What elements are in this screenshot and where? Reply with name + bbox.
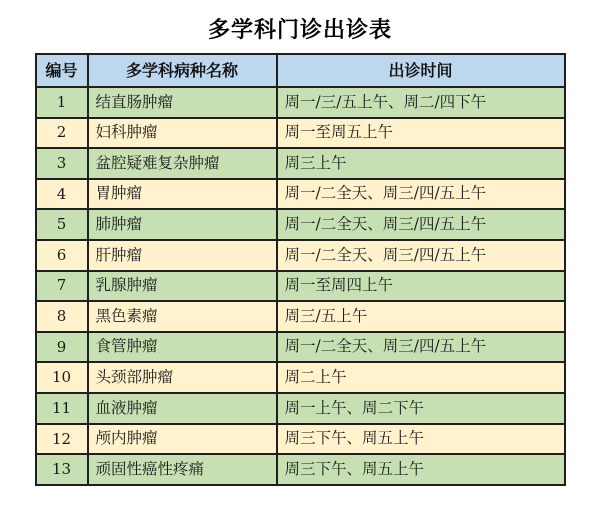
table-row xyxy=(36,179,565,210)
row-number-cell: 12 xyxy=(36,424,88,455)
schedule-time-cell: 周一至周四上午 xyxy=(277,271,565,302)
table-row xyxy=(36,362,565,393)
table-row xyxy=(36,209,565,240)
row-number-cell: 2 xyxy=(36,118,88,149)
row-number-cell: 6 xyxy=(36,240,88,271)
schedule-time-cell: 周一/二全天、周三/四/五上午 xyxy=(277,240,565,271)
table-row xyxy=(36,87,565,118)
row-number-cell: 1 xyxy=(36,87,88,118)
disease-name-cell: 顽固性癌性疼痛 xyxy=(88,454,277,485)
header-id: 编号 xyxy=(36,54,88,87)
disease-name-cell: 肝肿瘤 xyxy=(88,240,277,271)
table-row xyxy=(36,271,565,302)
row-number-cell: 7 xyxy=(36,271,88,302)
table-row xyxy=(36,393,565,424)
table-row xyxy=(36,240,565,271)
disease-name-cell: 黑色素瘤 xyxy=(88,301,277,332)
schedule-time-cell: 周一上午、周二下午 xyxy=(277,393,565,424)
table-row xyxy=(36,332,565,363)
row-number-cell: 5 xyxy=(36,209,88,240)
disease-name-cell: 食管肿瘤 xyxy=(88,332,277,363)
header-schedule-time: 出诊时间 xyxy=(277,54,565,87)
table-row xyxy=(36,424,565,455)
table-header xyxy=(36,54,565,87)
header-row xyxy=(36,54,565,87)
schedule-time-cell: 周三上午 xyxy=(277,148,565,179)
header-disease-name: 多学科病种名称 xyxy=(88,54,277,87)
disease-name-cell: 乳腺肿瘤 xyxy=(88,271,277,302)
disease-name-cell: 血液肿瘤 xyxy=(88,393,277,424)
page-title: 多学科门诊出诊表 xyxy=(207,18,392,43)
schedule-time-cell: 周一/三/五上午、周二/四下午 xyxy=(277,87,565,118)
disease-name-cell: 胃肿瘤 xyxy=(88,179,277,210)
row-number-cell: 11 xyxy=(36,393,88,424)
schedule-time-cell: 周三下午、周五上午 xyxy=(277,424,565,455)
disease-name-cell: 盆腔疑难复杂肿瘤 xyxy=(88,148,277,179)
table-row xyxy=(36,301,565,332)
schedule-time-cell: 周一/二全天、周三/四/五上午 xyxy=(277,332,565,363)
row-number-cell: 13 xyxy=(36,454,88,485)
schedule-time-cell: 周三下午、周五上午 xyxy=(277,454,565,485)
table-row xyxy=(36,118,565,149)
row-number-cell: 3 xyxy=(36,148,88,179)
row-number-cell: 10 xyxy=(36,362,88,393)
disease-name-cell: 妇科肿瘤 xyxy=(88,118,277,149)
schedule-time-cell: 周一/二全天、周三/四/五上午 xyxy=(277,179,565,210)
clinic-schedule-table xyxy=(35,53,566,486)
table-body xyxy=(36,87,565,485)
row-number-cell: 8 xyxy=(36,301,88,332)
schedule-time-cell: 周三/五上午 xyxy=(277,301,565,332)
row-number-cell: 9 xyxy=(36,332,88,363)
disease-name-cell: 头颈部肿瘤 xyxy=(88,362,277,393)
disease-name-cell: 颅内肿瘤 xyxy=(88,424,277,455)
disease-name-cell: 结直肠肿瘤 xyxy=(88,87,277,118)
schedule-time-cell: 周一/二全天、周三/四/五上午 xyxy=(277,209,565,240)
schedule-time-cell: 周一至周五上午 xyxy=(277,118,565,149)
table-row xyxy=(36,148,565,179)
table-row xyxy=(36,454,565,485)
row-number-cell: 4 xyxy=(36,179,88,210)
disease-name-cell: 肺肿瘤 xyxy=(88,209,277,240)
schedule-time-cell: 周二上午 xyxy=(277,362,565,393)
